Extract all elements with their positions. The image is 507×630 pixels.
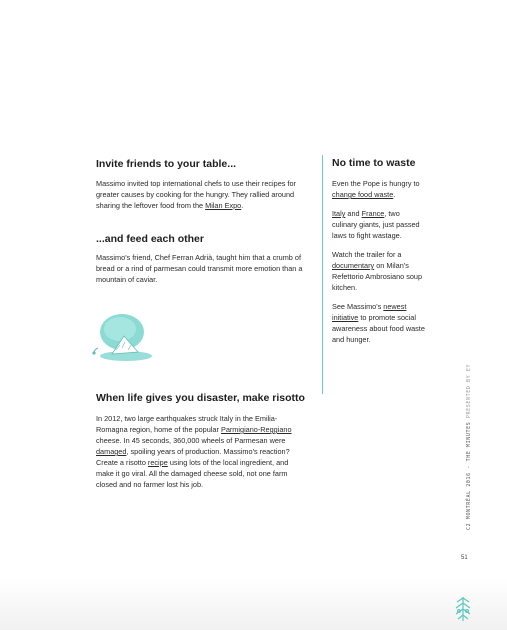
- paragraph-text: , spoiling years of production. Massimo's reaction? Create a risotto: [96, 447, 290, 467]
- paragraph-risotto: [96, 413, 308, 490]
- link-damaged[interactable]: damaged: [96, 447, 127, 456]
- paragraph-text: Even the Pope is hungry to: [332, 179, 420, 188]
- cheese-wheel-illustration: [90, 312, 154, 364]
- heading-invite-friends: Invite friends to your table...: [96, 158, 237, 170]
- paragraph-laws: [332, 208, 426, 241]
- link-change-food-waste[interactable]: change food waste: [332, 190, 394, 199]
- paragraph-text: , two culinary giants, just passed laws to fight wastage.: [332, 209, 420, 240]
- page-shadow: [0, 578, 507, 630]
- link-newest-initiative[interactable]: newest initiative: [332, 302, 407, 322]
- heading-risotto: When life gives you disaster, make risotto: [96, 392, 305, 404]
- section-feed-each-other: [96, 233, 308, 285]
- heading-feed-each-other: ...and feed each other: [96, 233, 204, 245]
- link-parmigiano-reggiano[interactable]: Parmigiano-Reggiano: [220, 425, 292, 434]
- paragraph-invite-friends: [96, 178, 308, 211]
- paragraph-text: cheese. In 45 seconds, 360,000 wheels of Parmesan were: [96, 436, 286, 445]
- paragraph-text: using lots of the local ingredient, and make it go viral. All the damaged cheese sold, not one farm closed and no farmer lost his job.: [96, 458, 289, 489]
- paragraph-text: In 2012, two large earthquakes struck Italy in the Emilia-Romagna region, home of the popular: [96, 414, 278, 434]
- paragraph-trailer: [332, 249, 426, 293]
- heading-no-time-to-waste: No time to waste: [332, 157, 416, 169]
- side-text-presented-by: PRESENTED BY EY: [466, 363, 472, 419]
- side-text-main: C2 MONTRÉAL 2016 - THE MINUTES: [466, 421, 472, 530]
- c2-logo-icon: [454, 596, 472, 622]
- paragraph-text: on Milan's Refettorio Ambrosiano soup kitchen.: [332, 261, 423, 292]
- paragraph-pope: [332, 178, 426, 200]
- page-number: 51: [461, 555, 468, 561]
- paragraph-text: Massimo invited top international chefs to use their recipes for greater causes by cooking for the hungry. They rallied around sharing the leftover food from the: [96, 179, 296, 210]
- link-documentary[interactable]: documentary: [332, 261, 375, 270]
- link-italy[interactable]: Italy: [332, 209, 346, 218]
- section-risotto: [96, 392, 308, 490]
- paragraph-text: Watch the trailer for a: [332, 250, 402, 259]
- paragraph-initiative: [332, 301, 426, 345]
- link-milan-expo[interactable]: Milan Expo: [205, 201, 242, 210]
- paragraph-text: See Massimo's: [332, 302, 384, 311]
- section-invite-friends: [96, 158, 308, 211]
- paragraph-feed-each-other: Massimo's friend, Chef Ferran Adrià, taught him that a crumb of bread or a rind of parmesan could transmit more emotion than a mountain of caviar.: [96, 253, 303, 284]
- side-running-footer: [466, 364, 472, 530]
- link-france[interactable]: France: [361, 209, 385, 218]
- sidebar-no-time-to-waste: [322, 155, 426, 394]
- paragraph-text: .: [241, 201, 244, 210]
- paragraph-text: .: [393, 190, 396, 199]
- paragraph-text: and: [345, 209, 362, 218]
- paragraph-text: to promote social awareness about food waste and hunger.: [332, 313, 425, 344]
- link-recipe[interactable]: recipe: [147, 458, 168, 467]
